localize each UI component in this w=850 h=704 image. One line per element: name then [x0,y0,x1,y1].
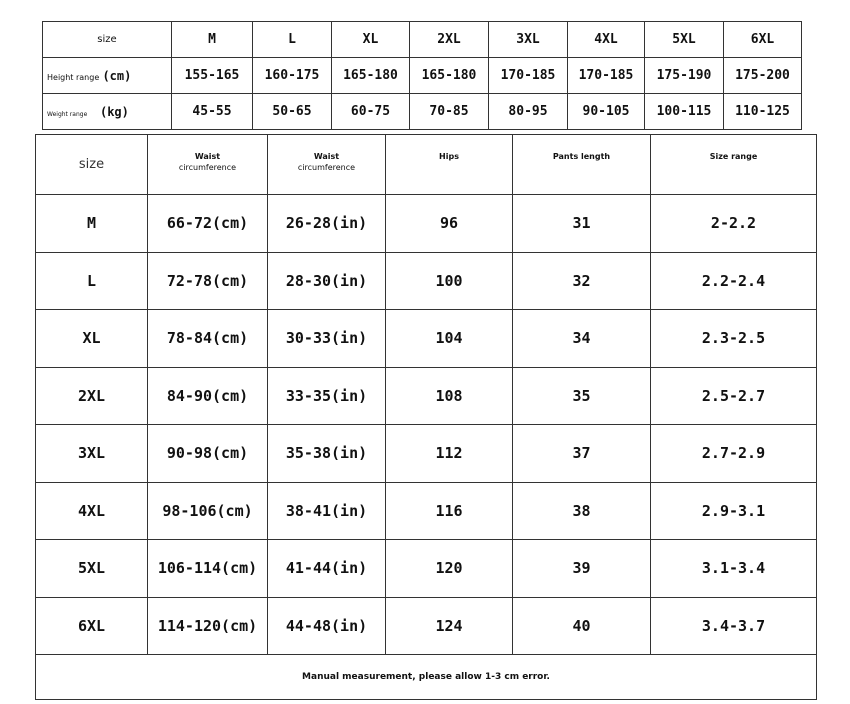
header-size: size [36,135,148,195]
size-range-cell: 2.2-2.4 [651,252,817,310]
waist-cm-cell: 78-84(cm) [148,310,268,368]
size-range-cell: 3.4-3.7 [651,597,817,655]
hips-cell: 104 [386,310,513,368]
waist-in-cell: 44-48(in) [268,597,386,655]
measurement-note: Manual measurement, please allow 1-3 cm error. [36,655,817,700]
waist-in-cell: 26-28(in) [268,195,386,253]
size-cell: 2XL [36,367,148,425]
height-cell: 165-180 [410,58,489,94]
size-range-cell: 2.9-3.1 [651,482,817,540]
waist-in-cell: 28-30(in) [268,252,386,310]
weight-cell: 80-95 [489,94,568,130]
waist-cm-cell: 98-106(cm) [148,482,268,540]
hips-cell: 120 [386,540,513,598]
size-range-cell: 2-2.2 [651,195,817,253]
size-cell: L [36,252,148,310]
pants-length-cell: 40 [513,597,651,655]
top-header-cell: M [172,22,253,58]
size-cell: 3XL [36,425,148,483]
measurement-row [36,252,817,310]
top-header-cell: 5XL [645,22,724,58]
hips-cell: 112 [386,425,513,483]
header-waist-in-line2: circumference [297,163,356,172]
pants-length-cell: 38 [513,482,651,540]
waist-cm-cell: 90-98(cm) [148,425,268,483]
measurement-row [36,367,817,425]
header-waist-cm [148,135,268,195]
header-waist-in-line1: Waist [313,152,340,161]
height-cell: 155-165 [172,58,253,94]
waist-in-cell: 35-38(in) [268,425,386,483]
weight-cell: 60-75 [332,94,410,130]
height-label: Height range [47,72,100,82]
header-waist-in [268,135,386,195]
measurement-row [36,597,817,655]
weight-cell: 50-65 [253,94,332,130]
height-cell: 175-190 [645,58,724,94]
measurement-header-row [36,135,817,195]
header-pants-length [513,135,651,195]
measurement-row [36,540,817,598]
top-header-cell: XL [332,22,410,58]
weight-row [43,94,802,130]
measurement-rows [36,195,817,655]
measurement-table [35,134,817,700]
weight-label: Weight range [47,110,88,118]
top-header-cell: 6XL [724,22,802,58]
size-cell: 5XL [36,540,148,598]
height-weight-size-table [42,21,802,130]
header-size-range [651,135,817,195]
top-header-cell: 2XL [410,22,489,58]
measurement-row [36,425,817,483]
height-label-cell [43,58,172,94]
height-unit: (cm) [102,68,132,83]
header-pants-length-label: Pants length [552,152,611,161]
top-header-row [43,22,802,58]
height-row [43,58,802,94]
header-hips [386,135,513,195]
weight-cell: 100-115 [645,94,724,130]
height-cell: 165-180 [332,58,410,94]
size-range-cell: 2.5-2.7 [651,367,817,425]
pants-length-cell: 37 [513,425,651,483]
height-cell: 160-175 [253,58,332,94]
waist-in-cell: 41-44(in) [268,540,386,598]
weight-unit: (kg) [99,104,129,119]
size-cell: 6XL [36,597,148,655]
header-size-range-label: Size range [709,152,758,161]
measurement-row [36,195,817,253]
size-range-cell: 2.7-2.9 [651,425,817,483]
pants-length-cell: 35 [513,367,651,425]
size-cell: XL [36,310,148,368]
hips-cell: 108 [386,367,513,425]
size-range-cell: 2.3-2.5 [651,310,817,368]
weight-cell: 110-125 [724,94,802,130]
waist-cm-cell: 114-120(cm) [148,597,268,655]
top-header-cell: 3XL [489,22,568,58]
waist-in-cell: 33-35(in) [268,367,386,425]
hips-cell: 116 [386,482,513,540]
header-hips-label: Hips [439,152,459,161]
top-header-cell: L [253,22,332,58]
weight-cell: 90-105 [568,94,645,130]
waist-in-cell: 30-33(in) [268,310,386,368]
measurement-row [36,310,817,368]
waist-cm-cell: 72-78(cm) [148,252,268,310]
size-range-cell: 3.1-3.4 [651,540,817,598]
waist-in-cell: 38-41(in) [268,482,386,540]
weight-cell: 70-85 [410,94,489,130]
height-cell: 170-185 [489,58,568,94]
pants-length-cell: 39 [513,540,651,598]
height-cell: 175-200 [724,58,802,94]
weight-label-cell [43,94,172,130]
pants-length-cell: 34 [513,310,651,368]
waist-cm-cell: 106-114(cm) [148,540,268,598]
top-header-size: size [43,22,172,58]
top-header-cell: 4XL [568,22,645,58]
height-cell: 170-185 [568,58,645,94]
pants-length-cell: 32 [513,252,651,310]
hips-cell: 124 [386,597,513,655]
note-row [36,655,817,700]
size-cell: 4XL [36,482,148,540]
weight-cell: 45-55 [172,94,253,130]
waist-cm-cell: 66-72(cm) [148,195,268,253]
header-waist-cm-line1: Waist [194,152,221,161]
hips-cell: 96 [386,195,513,253]
hips-cell: 100 [386,252,513,310]
pants-length-cell: 31 [513,195,651,253]
measurement-row [36,482,817,540]
size-cell: M [36,195,148,253]
waist-cm-cell: 84-90(cm) [148,367,268,425]
header-waist-cm-line2: circumference [178,163,237,172]
